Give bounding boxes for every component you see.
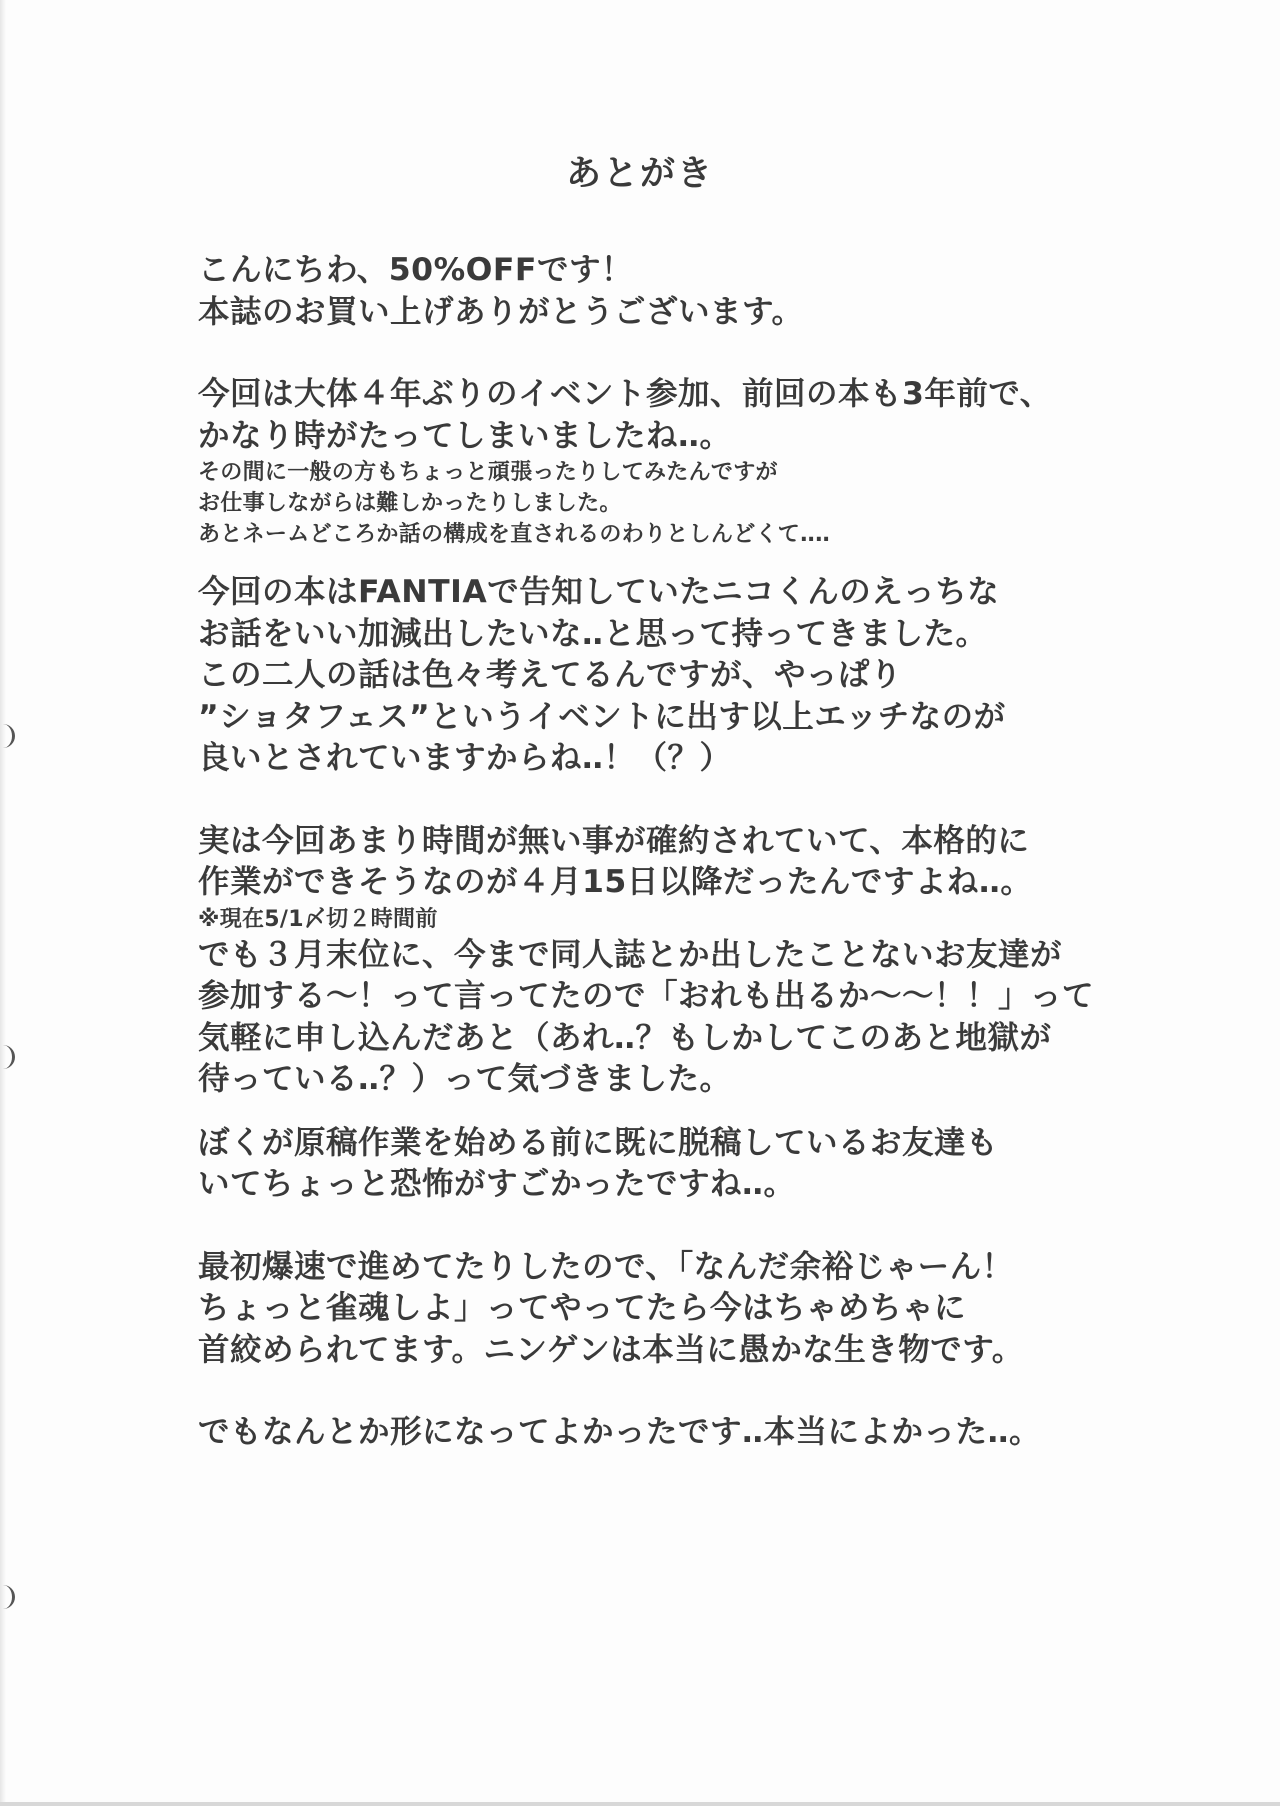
text-line: 作業ができそうなのが４月15日以降だったんですよね‥。 — [198, 864, 1033, 900]
paragraph — [198, 1412, 1198, 1454]
afterword-body — [198, 250, 1198, 1454]
text-line: かなり時がたってしまいましたね‥。 — [198, 417, 732, 454]
text-line: 今回の本はFANTIAで告知していたニコくんのえっちな — [198, 574, 1000, 610]
text-line: いてちょっと恐怖がすごかったですね‥。 — [198, 1166, 796, 1202]
paragraph — [198, 821, 1198, 1101]
small-text-line: あとネームどころか話の構成を直されるのわりとしんどくて‥‥ — [198, 522, 831, 547]
paragraph — [198, 1247, 1198, 1372]
page-spine-shadow — [0, 0, 6, 1806]
paragraph — [198, 1123, 1198, 1206]
binding-hole-mark — [2, 1045, 15, 1069]
paragraph — [198, 374, 1198, 550]
text-line: こんにちわ、50%OFFです！ — [198, 252, 633, 288]
small-text-line: お仕事しながらは難しかったりしました。 — [198, 491, 622, 516]
text-line: ぼくが原稿作業を始める前に既に脱稿しているお友達も — [198, 1124, 999, 1161]
paragraph — [198, 572, 1198, 780]
text-line: 待っている‥？）って気づきました。 — [198, 1061, 732, 1097]
deadline-note: ※現在5/1〆切２時間前 — [198, 906, 438, 932]
text-line: でも３月末位に、今まで同人誌とか出したことないお友達が — [198, 936, 1063, 973]
text-line: 今回は大体４年ぶりのイベント参加、前回の本も3年前で、 — [198, 376, 1052, 412]
text-line: ちょっと雀魂しよ」ってやってたら今はちゃめちゃに — [198, 1290, 967, 1326]
text-line: お話をいい加減出したいな‥と思って持ってきました。 — [198, 615, 988, 652]
paragraph — [198, 250, 1198, 333]
text-line: 最初爆速で進めてたりしたので、「なんだ余裕じゃーん！ — [198, 1248, 1014, 1285]
text-line: でもなんとか形になってよかったです‥本当によかった‥。 — [198, 1414, 1042, 1450]
text-line: ”ショタフェス”というイベントに出す以上エッチなのが — [198, 698, 1006, 735]
page-bottom-edge — [0, 1802, 1280, 1806]
text-line: 実は今回あまり時間が無い事が確約されていて、本格的に — [198, 822, 1030, 859]
text-line: 首絞められてます。ニンゲンは本当に愚かな生き物です。 — [198, 1331, 1024, 1368]
text-line: この二人の話は色々考えてるんですが、やっぱり — [198, 657, 903, 693]
page-title: あとがき — [565, 154, 714, 194]
small-text-line: その間に一般の方もちょっと頑張ったりしてみたんですが — [198, 460, 778, 485]
binding-hole-mark — [2, 724, 15, 748]
binding-hole-mark — [2, 1585, 15, 1609]
text-line: 良いとされていますからね‥！（？） — [198, 740, 732, 776]
text-line: 本誌のお買い上げありがとうございます。 — [198, 293, 804, 330]
text-line: 気軽に申し込んだあと（あれ‥？もしかしてこのあと地獄が — [198, 1019, 1052, 1056]
text-line: 参加する～！って言ってたので「おれも出るか～～！！」って — [198, 978, 1095, 1014]
